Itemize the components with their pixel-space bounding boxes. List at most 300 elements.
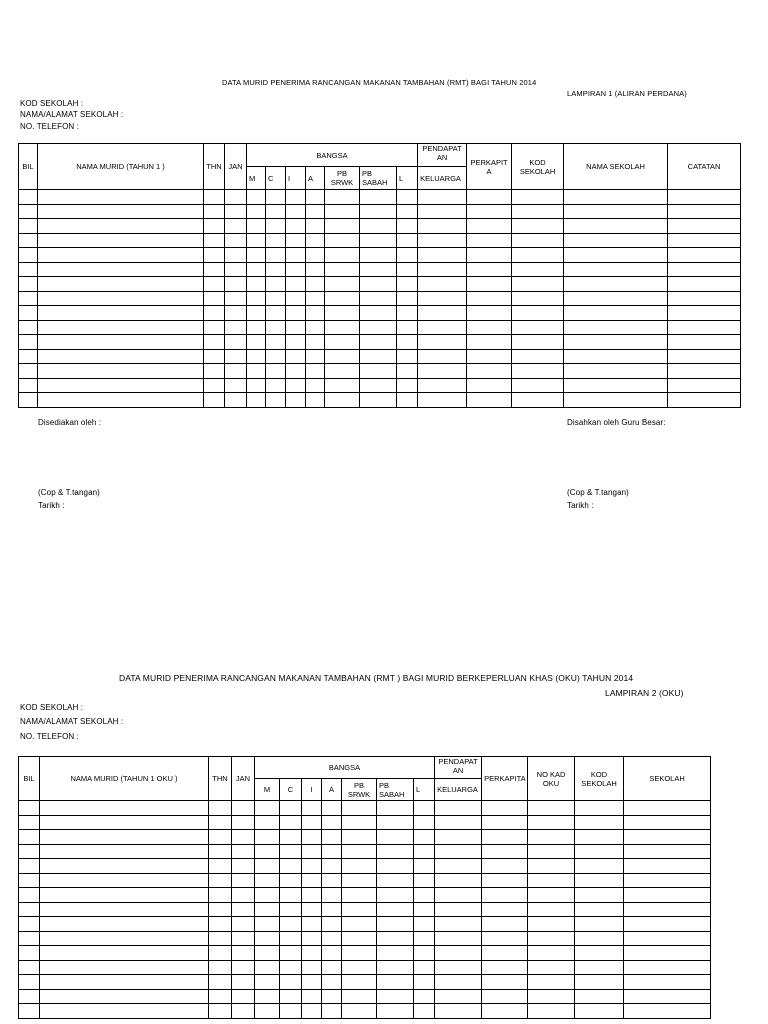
table-cell (342, 975, 377, 990)
table-cell (575, 931, 624, 946)
table-cell (418, 378, 467, 393)
table-cell (668, 320, 741, 335)
table-cell (247, 320, 266, 335)
table-cell (225, 248, 247, 263)
table-cell (482, 946, 528, 961)
table-cell (266, 262, 286, 277)
table-cell (225, 233, 247, 248)
table-cell (286, 291, 306, 306)
table-cell (322, 960, 342, 975)
table-cell (19, 859, 40, 874)
table-cell (342, 1004, 377, 1019)
table-cell (360, 248, 397, 263)
table-row (19, 801, 711, 816)
table-cell (668, 306, 741, 321)
table-cell (19, 219, 38, 234)
table-row (19, 888, 711, 903)
table-cell (302, 946, 322, 961)
table-cell (266, 378, 286, 393)
table-cell (306, 393, 325, 408)
table-cell (302, 859, 322, 874)
table-cell (266, 306, 286, 321)
table-cell (414, 801, 435, 816)
table-cell (19, 364, 38, 379)
table-cell (360, 262, 397, 277)
table-cell (247, 204, 266, 219)
table-cell (360, 190, 397, 205)
table-cell (232, 946, 255, 961)
table-cell (302, 1004, 322, 1019)
table-cell (322, 1004, 342, 1019)
table-cell (19, 190, 38, 205)
table-cell (280, 801, 302, 816)
table-cell (325, 190, 360, 205)
table-cell (266, 277, 286, 292)
table-cell (255, 989, 280, 1004)
table-cell (377, 931, 414, 946)
table-cell (575, 989, 624, 1004)
table-cell (342, 859, 377, 874)
table-cell (266, 291, 286, 306)
table-cell (435, 1004, 482, 1019)
form1-appendix-label: LAMPIRAN 1 (ALIRAN PERDANA) (567, 89, 687, 98)
table-cell (325, 378, 360, 393)
table-cell (322, 873, 342, 888)
table-cell (575, 917, 624, 932)
table-cell (482, 960, 528, 975)
table-cell (418, 306, 467, 321)
table-row (19, 320, 741, 335)
table-cell (624, 815, 711, 830)
table-cell (19, 204, 38, 219)
form1-table (18, 143, 741, 408)
table-cell (397, 306, 418, 321)
col-c-header: C (266, 167, 286, 190)
table-cell (204, 364, 225, 379)
table-cell (564, 219, 668, 234)
table-cell (247, 378, 266, 393)
table-cell (306, 248, 325, 263)
form2-phone-label: NO. TELEFON : (20, 732, 79, 741)
table-cell (360, 204, 397, 219)
table-cell (232, 844, 255, 859)
col-perkapita-header: PERKAPITA (482, 757, 528, 801)
table-cell (414, 975, 435, 990)
table-cell (377, 873, 414, 888)
table-cell (512, 277, 564, 292)
table-cell (322, 801, 342, 816)
table-cell (360, 393, 397, 408)
table-cell (280, 1004, 302, 1019)
table-cell (232, 917, 255, 932)
table-cell (575, 975, 624, 990)
table-cell (225, 306, 247, 321)
table-cell (204, 393, 225, 408)
table-row (19, 233, 741, 248)
table-cell (325, 320, 360, 335)
table-cell (624, 902, 711, 917)
table-cell (668, 219, 741, 234)
table-row (19, 262, 741, 277)
table-cell (624, 946, 711, 961)
table-cell (286, 364, 306, 379)
table-cell (306, 204, 325, 219)
table-cell (397, 378, 418, 393)
table-cell (528, 917, 575, 932)
table-cell (512, 364, 564, 379)
table-cell (575, 902, 624, 917)
table-cell (564, 364, 668, 379)
table-cell (377, 801, 414, 816)
table-row (19, 219, 741, 234)
table-cell (204, 262, 225, 277)
table-cell (564, 291, 668, 306)
table-cell (204, 320, 225, 335)
table-cell (467, 291, 512, 306)
table-cell (306, 378, 325, 393)
table-cell (624, 801, 711, 816)
table-cell (306, 349, 325, 364)
table-cell (377, 844, 414, 859)
table-cell (40, 815, 209, 830)
table-cell (225, 364, 247, 379)
table-cell (482, 859, 528, 874)
table-cell (204, 190, 225, 205)
table-cell (414, 859, 435, 874)
table-cell (397, 364, 418, 379)
table-cell (302, 960, 322, 975)
table-cell (360, 364, 397, 379)
table-cell (668, 277, 741, 292)
table-cell (247, 291, 266, 306)
table-cell (38, 378, 204, 393)
table-cell (19, 306, 38, 321)
col-bil-header: BIL (19, 757, 40, 801)
table-cell (435, 801, 482, 816)
table-cell (255, 902, 280, 917)
col-pendapatan-header: PENDAPAT AN (435, 757, 482, 779)
table-cell (255, 830, 280, 845)
table-cell (512, 204, 564, 219)
table-cell (528, 815, 575, 830)
table-cell (624, 873, 711, 888)
table-cell (467, 190, 512, 205)
table-cell (322, 844, 342, 859)
table-cell (266, 320, 286, 335)
table-cell (247, 233, 266, 248)
table-cell (360, 291, 397, 306)
table-cell (209, 1004, 232, 1019)
table-cell (325, 393, 360, 408)
table-cell (255, 975, 280, 990)
table-cell (482, 873, 528, 888)
table-cell (668, 349, 741, 364)
table-cell (342, 830, 377, 845)
table-cell (266, 248, 286, 263)
table-cell (19, 291, 38, 306)
table-cell (280, 844, 302, 859)
table-cell (255, 801, 280, 816)
table-cell (38, 306, 204, 321)
table-cell (38, 320, 204, 335)
col-i-header: I (286, 167, 306, 190)
table-cell (575, 946, 624, 961)
table-cell (38, 248, 204, 263)
table-cell (247, 364, 266, 379)
table-cell (397, 233, 418, 248)
table-cell (209, 888, 232, 903)
table-cell (266, 204, 286, 219)
table-cell (255, 859, 280, 874)
col-kod-sekolah-header: KOD SEKOLAH (512, 144, 564, 190)
table-cell (414, 917, 435, 932)
table-cell (232, 830, 255, 845)
table-cell (266, 233, 286, 248)
table-cell (322, 931, 342, 946)
table-cell (247, 248, 266, 263)
col-pb-srwk-header: PB SRWK (342, 779, 377, 801)
table-cell (19, 349, 38, 364)
table-cell (414, 888, 435, 903)
table-cell (377, 1004, 414, 1019)
table-cell (528, 975, 575, 990)
col-c-header: C (280, 779, 302, 801)
table-cell (482, 844, 528, 859)
table-cell (40, 946, 209, 961)
table-cell (286, 335, 306, 350)
table-cell (286, 320, 306, 335)
table-cell (209, 801, 232, 816)
table-cell (418, 190, 467, 205)
table-cell (564, 277, 668, 292)
table-cell (225, 335, 247, 350)
table-cell (528, 801, 575, 816)
table-cell (624, 975, 711, 990)
table-cell (19, 393, 38, 408)
table-cell (624, 1004, 711, 1019)
table-cell (377, 989, 414, 1004)
table-cell (209, 989, 232, 1004)
table-cell (302, 830, 322, 845)
col-bangsa-header: BANGSA (255, 757, 435, 779)
col-no-kad-oku-header: NO KAD OKU (528, 757, 575, 801)
table-cell (512, 306, 564, 321)
table-cell (302, 873, 322, 888)
table-cell (40, 960, 209, 975)
table-cell (286, 393, 306, 408)
table-cell (255, 917, 280, 932)
table-cell (418, 204, 467, 219)
table-cell (280, 975, 302, 990)
col-nama-header: NAMA MURID (TAHUN 1 ) (38, 144, 204, 190)
table-cell (19, 931, 40, 946)
table-cell (482, 801, 528, 816)
table-cell (209, 931, 232, 946)
table-cell (624, 931, 711, 946)
date-left-label: Tarikh : (38, 501, 65, 510)
table-cell (360, 233, 397, 248)
col-a-header: A (322, 779, 342, 801)
table-cell (342, 844, 377, 859)
table-cell (467, 378, 512, 393)
table-cell (247, 349, 266, 364)
table-cell (19, 262, 38, 277)
table-cell (266, 219, 286, 234)
table-cell (286, 248, 306, 263)
table-cell (306, 320, 325, 335)
table-cell (360, 335, 397, 350)
table-cell (306, 335, 325, 350)
table-cell (266, 349, 286, 364)
table-cell (624, 859, 711, 874)
table-cell (575, 801, 624, 816)
table-cell (668, 233, 741, 248)
table-cell (435, 975, 482, 990)
table-cell (232, 960, 255, 975)
table-cell (624, 844, 711, 859)
table-cell (19, 320, 38, 335)
table-cell (286, 190, 306, 205)
table-cell (528, 1004, 575, 1019)
table-cell (575, 873, 624, 888)
approved-by-label: Disahkan oleh Guru Besar: (567, 418, 666, 427)
table-cell (302, 931, 322, 946)
table-cell (40, 902, 209, 917)
table-cell (286, 233, 306, 248)
table-cell (247, 262, 266, 277)
table-cell (528, 873, 575, 888)
table-cell (528, 830, 575, 845)
form1-school-address-label: NAMA/ALAMAT SEKOLAH : (20, 110, 124, 119)
table-cell (512, 320, 564, 335)
table-cell (414, 946, 435, 961)
table-row (19, 378, 741, 393)
table-cell (40, 844, 209, 859)
table-cell (322, 859, 342, 874)
table-row (19, 277, 741, 292)
table-cell (280, 946, 302, 961)
col-sekolah-header: SEKOLAH (624, 757, 711, 801)
table-cell (668, 204, 741, 219)
table-cell (564, 262, 668, 277)
col-pb-sabah-header: PB SABAH (360, 167, 397, 190)
table-cell (302, 975, 322, 990)
table-cell (232, 989, 255, 1004)
table-cell (342, 902, 377, 917)
table-cell (19, 989, 40, 1004)
table-cell (414, 830, 435, 845)
table-cell (325, 248, 360, 263)
table-cell (467, 364, 512, 379)
table-cell (325, 364, 360, 379)
table-cell (255, 815, 280, 830)
table-cell (397, 219, 418, 234)
table-cell (512, 393, 564, 408)
table-cell (209, 917, 232, 932)
col-pendapatan-header: PENDAPAT AN (418, 144, 467, 167)
table-cell (528, 859, 575, 874)
table-cell (40, 873, 209, 888)
table-cell (325, 204, 360, 219)
table-cell (360, 378, 397, 393)
table-cell (435, 815, 482, 830)
table-cell (668, 262, 741, 277)
table-cell (232, 873, 255, 888)
table-cell (325, 219, 360, 234)
table-cell (38, 262, 204, 277)
col-thn-header: THN (209, 757, 232, 801)
table-cell (266, 335, 286, 350)
table-row (19, 844, 711, 859)
table-cell (204, 291, 225, 306)
table-cell (342, 873, 377, 888)
col-bangsa-header: BANGSA (247, 144, 418, 167)
table-cell (624, 830, 711, 845)
table-cell (528, 844, 575, 859)
col-keluarga-header: KELUARGA (435, 779, 482, 801)
table-cell (624, 888, 711, 903)
table-cell (467, 248, 512, 263)
col-jan-header: JAN (232, 757, 255, 801)
table-row (19, 204, 741, 219)
table-cell (564, 233, 668, 248)
table-cell (397, 291, 418, 306)
table-cell (668, 378, 741, 393)
table-cell (255, 1004, 280, 1019)
table-cell (435, 859, 482, 874)
table-cell (209, 830, 232, 845)
table-cell (19, 1004, 40, 1019)
table-cell (435, 873, 482, 888)
table-cell (19, 277, 38, 292)
form2-school-code-label: KOD SEKOLAH : (20, 703, 84, 712)
table-cell (232, 902, 255, 917)
table-cell (38, 233, 204, 248)
table-cell (204, 219, 225, 234)
table-cell (418, 349, 467, 364)
table-cell (19, 873, 40, 888)
table-cell (467, 349, 512, 364)
table-cell (397, 320, 418, 335)
table-cell (322, 902, 342, 917)
table-cell (360, 219, 397, 234)
table-cell (418, 233, 467, 248)
table-cell (306, 306, 325, 321)
table-cell (19, 801, 40, 816)
table-cell (360, 277, 397, 292)
table-cell (418, 262, 467, 277)
table-cell (38, 190, 204, 205)
col-m-header: M (247, 167, 266, 190)
table-cell (414, 873, 435, 888)
table-cell (467, 277, 512, 292)
table-cell (325, 349, 360, 364)
table-cell (414, 815, 435, 830)
table-cell (204, 378, 225, 393)
table-cell (225, 277, 247, 292)
table-cell (325, 335, 360, 350)
table-cell (209, 946, 232, 961)
table-cell (302, 888, 322, 903)
table-cell (255, 888, 280, 903)
table-cell (204, 233, 225, 248)
table-cell (209, 844, 232, 859)
date-right-label: Tarikh : (567, 501, 594, 510)
col-m-header: M (255, 779, 280, 801)
table-cell (225, 291, 247, 306)
table-cell (19, 975, 40, 990)
table-cell (286, 219, 306, 234)
